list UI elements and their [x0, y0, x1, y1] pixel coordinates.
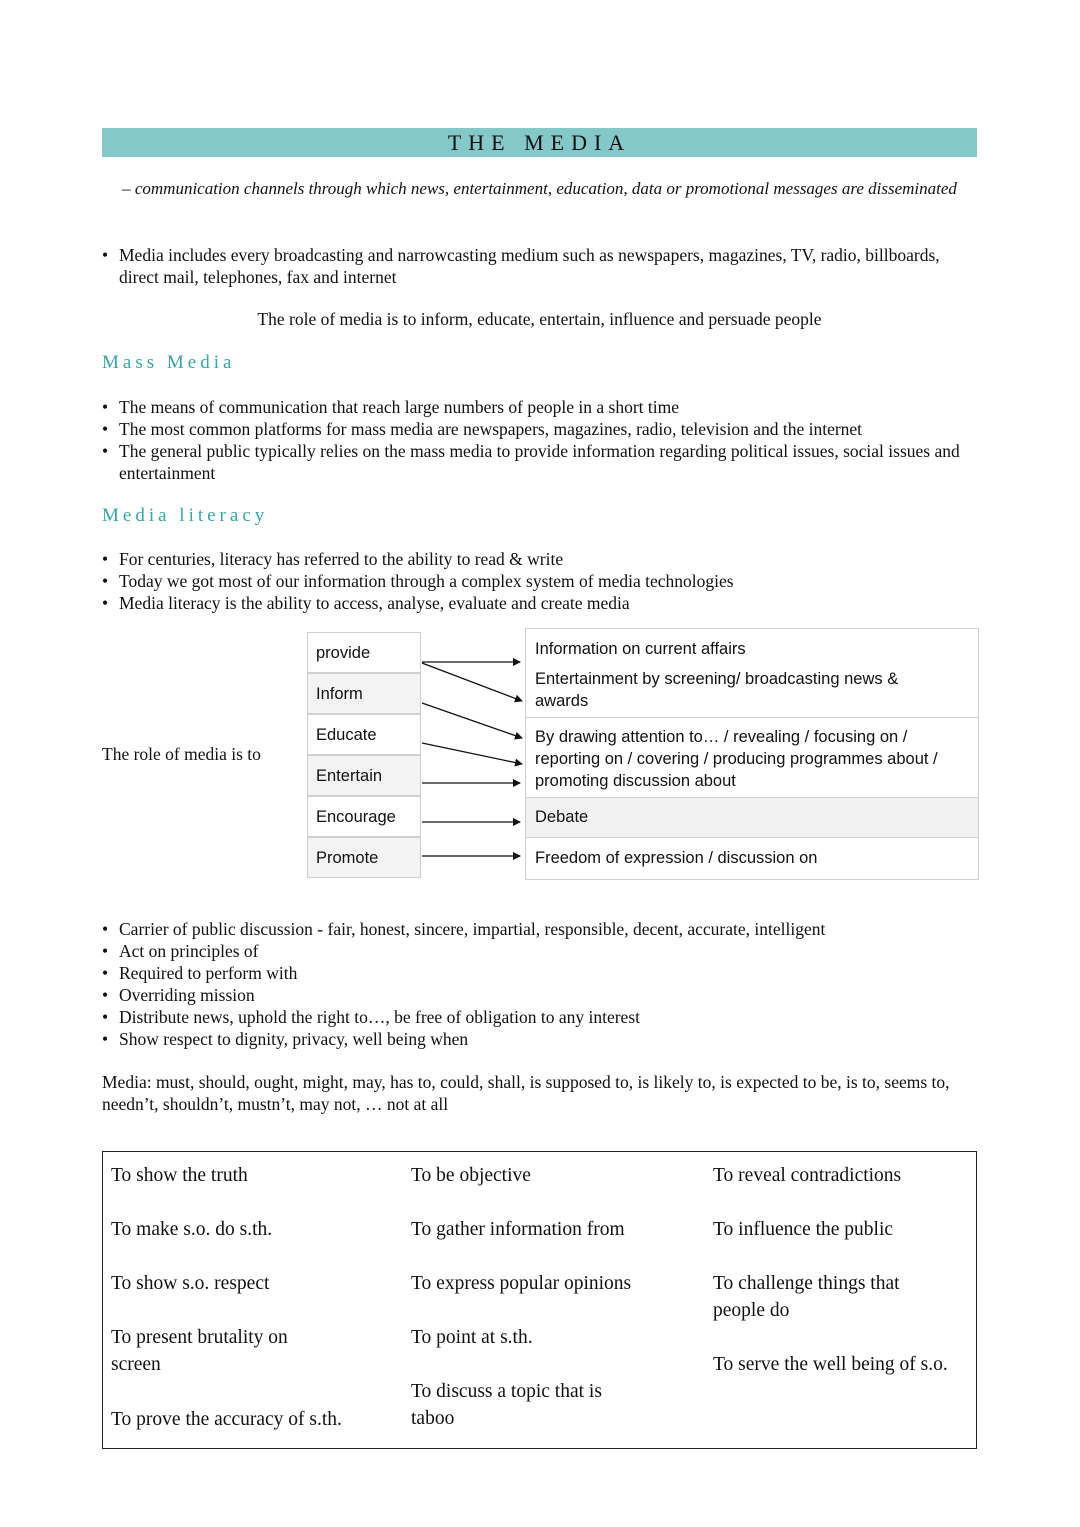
- phrase-discuss-taboo: To discuss a topic that is taboo: [411, 1381, 602, 1429]
- phrase-gather-information: To gather information from: [411, 1219, 625, 1240]
- list-item: • Overriding mission: [102, 984, 977, 1006]
- object-debate: Debate: [525, 797, 979, 838]
- phrase-show-respect: To show s.o. respect: [111, 1273, 270, 1294]
- phrase-influence-public: To influence the public: [713, 1219, 894, 1240]
- list-item: • Show respect to dignity, privacy, well being when: [102, 1028, 977, 1050]
- verb-educate: Educate: [307, 714, 421, 755]
- verb-inform: Inform: [307, 673, 421, 714]
- phrase-reveal-contradictions: To reveal contradictions: [713, 1165, 902, 1186]
- verb-encourage: Encourage: [307, 796, 421, 837]
- page-title: THE MEDIA: [102, 128, 977, 157]
- verb-promote: Promote: [307, 837, 421, 878]
- list-item: • Media includes every broadcasting and narrowcasting medium such as newspapers, magazines, TV, radio, billboards, direct mail, telephones, fax and internet: [102, 244, 977, 288]
- verb-provide: provide: [307, 632, 421, 673]
- arrow-inform: [422, 703, 522, 738]
- carrier-bullet-list: [102, 918, 977, 1050]
- list-item: • Today we got most of our information through a complex system of media technologies: [102, 570, 977, 592]
- verb-entertain: Entertain: [307, 755, 421, 796]
- arrow-educate: [422, 743, 522, 764]
- phrase-show-truth: To show the truth: [111, 1165, 248, 1186]
- object-attention: By drawing attention to… / revealing / focusing on / reporting on / covering / producing programmes about / promoting discussion about: [525, 717, 979, 798]
- role-statement: The role of media is to inform, educate, entertain, influence and persuade people: [257, 309, 822, 329]
- phrase-make-do: To make s.o. do s.th.: [111, 1219, 273, 1240]
- object-freedom: Freedom of expression / discussion on: [525, 837, 979, 880]
- phrase-express-opinions: To express popular opinions: [411, 1273, 632, 1294]
- phrase-prove-accuracy: To prove the accuracy of s.th.: [111, 1409, 342, 1430]
- list-item: • Act on principles of: [102, 940, 977, 962]
- modals-paragraph: Media: must, should, ought, might, may, has to, could, shall, is supposed to, is likely to, is expected to be, is to, seems to, needn’t, shouldn’t, mustn’t, may not, … not at all: [102, 1072, 950, 1114]
- list-item: • Media literacy is the ability to access, analyse, evaluate and create media: [102, 592, 977, 614]
- list-item: • The means of communication that reach large numbers of people in a short time: [102, 396, 977, 418]
- mass-media-heading: Mass Media: [102, 352, 236, 373]
- phrase-box: [102, 1151, 977, 1449]
- list-item: • Carrier of public discussion - fair, honest, sincere, impartial, responsible, decent, accurate, intelligent: [102, 918, 977, 940]
- object-information: Information on current affairs: [535, 640, 746, 658]
- diagram-label: The role of media is to: [102, 744, 261, 764]
- phrase-serve-well-being: To serve the well being of s.o.: [713, 1354, 948, 1375]
- phrase-point-at: To point at s.th.: [411, 1327, 533, 1348]
- phrase-present-brutality: To present brutality on screen: [111, 1327, 288, 1375]
- list-item: • The general public typically relies on the mass media to provide information regarding political issues, social issues and entertainment: [102, 440, 977, 484]
- list-item: • The most common platforms for mass media are newspapers, magazines, radio, television and the internet: [102, 418, 977, 440]
- phrase-be-objective: To be objective: [411, 1165, 531, 1186]
- object-entertainment: Entertainment by screening/ broadcasting news & awards: [535, 670, 899, 710]
- list-item: • Required to perform with: [102, 962, 977, 984]
- list-item: • For centuries, literacy has referred to the ability to read & write: [102, 548, 977, 570]
- media-definition: – communication channels through which news, entertainment, education, data or promotional messages are disseminated: [122, 179, 957, 198]
- arrow-entertain-awards: [422, 663, 522, 701]
- media-literacy-heading: Media literacy: [102, 505, 269, 526]
- list-item: • Distribute news, uphold the right to…, be free of obligation to any interest: [102, 1006, 977, 1028]
- phrase-challenge-things: To challenge things that people do: [713, 1273, 900, 1321]
